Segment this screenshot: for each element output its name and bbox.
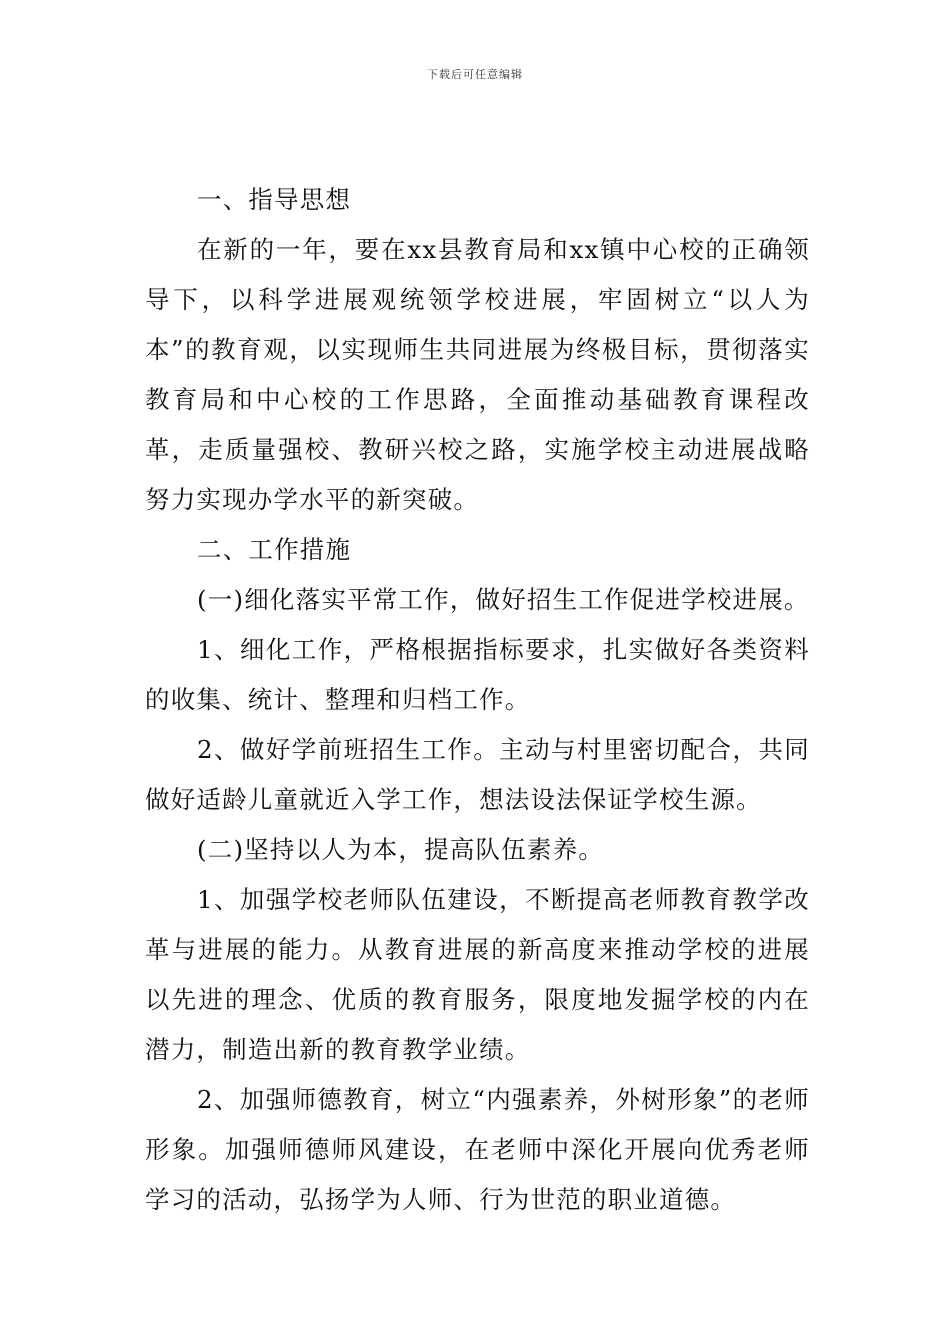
paragraph-item-1: 1、细化工作，严格根据指标要求，扎实做好各类资料的收集、统计、整理和归档工作。 [145, 635, 810, 714]
document-body [145, 175, 810, 1225]
paragraph-teacher-team: 1、加强学校老师队伍建设，不断提高老师教育教学改革与进展的能力。从教育进展的新高度来推动学校的进展以先进的理念、优质的教育服务，限度地发掘学校的内在潜力，制造出新的教育教学业绩。 [145, 885, 810, 1064]
paragraph-teacher-ethics: 2、加强师德教育，树立“内强素养，外树形象”的老师形象。加强师德师风建设，在老师中深化开展向优秀老师学习的活动，弘扬学为人师、行为世范的职业道德。 [145, 1085, 810, 1214]
paragraph-item-2: 2、做好学前班招生工作。主动与村里密切配合，共同做好适龄儿童就近入学工作，想法设法保证学校生源。 [145, 735, 810, 814]
paragraph-guiding-ideology: 在新的一年，要在xx县教育局和xx镇中心校的正确领导下，以科学进展观统领学校进展，牢固树立“以人为本”的教育观，以实现师生共同进展为终极目标，贯彻落实教育局和中心校的工作思路，全面推动基础教育课程改革，走质量强校、教研兴校之路，实施学校主动进展战略努力实现办学水平的新突破。 [145, 235, 810, 514]
subheading-daily-work: (一)细化落实平常工作，做好招生工作促进学校进展。 [197, 585, 810, 614]
header-note: 下载后可任意编辑 [427, 68, 523, 81]
section-heading-work-measures: 二、工作措施 [197, 535, 352, 564]
subheading-people-oriented: (二)坚持以人为本，提高队伍素养。 [197, 835, 605, 864]
section-heading-guiding-ideology: 一、指导思想 [197, 185, 352, 214]
